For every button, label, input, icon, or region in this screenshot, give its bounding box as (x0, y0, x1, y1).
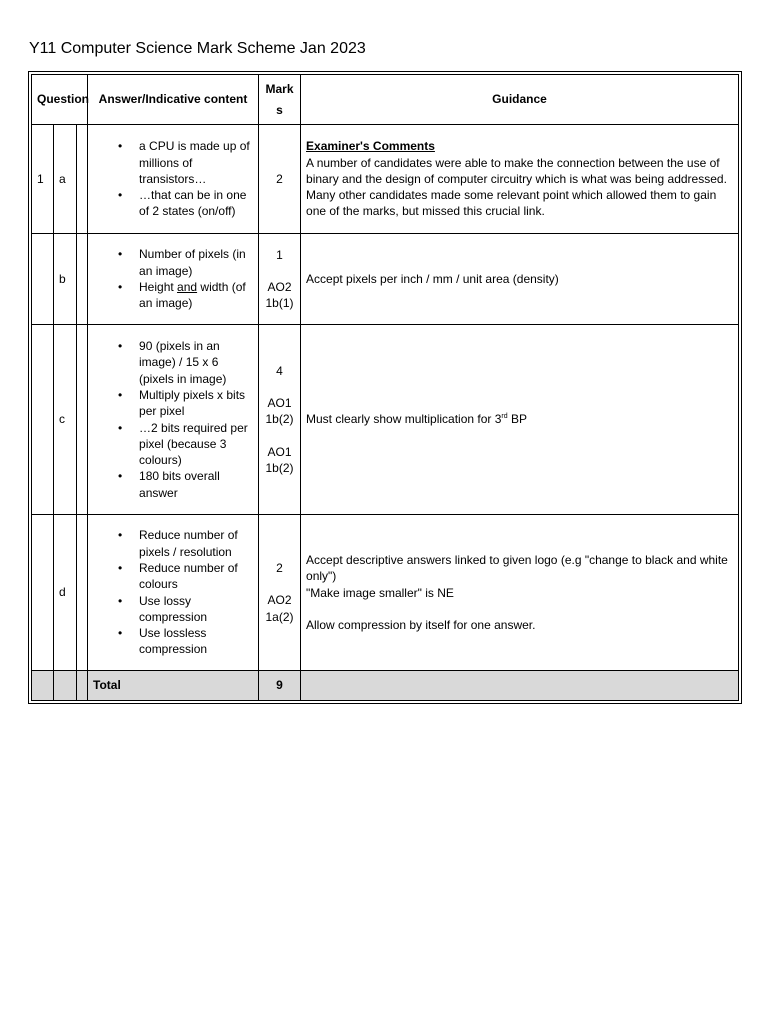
answer-cell-a (88, 125, 259, 234)
table-row-1a (32, 125, 739, 234)
guidance-cell-b (301, 234, 739, 325)
list-item: • Number of pixels (in an image) (139, 246, 253, 279)
mark-scheme-table (31, 74, 739, 701)
guidance-superscript: rd (501, 413, 508, 421)
total-blank-cell (54, 671, 77, 701)
blank-cell (77, 515, 88, 671)
answer-list (93, 138, 253, 219)
answer-text-underlined: and (177, 280, 198, 294)
marks-cell-d (259, 515, 301, 671)
guidance-text: Accept descriptive answers linked to given logo (e.g "change to black and white only") (306, 552, 728, 584)
total-blank-cell (77, 671, 88, 701)
header-marks-line-1: Mark (265, 82, 294, 97)
list-item: • …that can be in one of 2 states (on/off) (139, 187, 253, 220)
guidance-text: Accept pixels per inch / mm / unit area (density) (306, 271, 559, 286)
guidance-text-post: BP (507, 412, 527, 427)
list-item: • Reduce number of colours (139, 560, 253, 593)
list-item: • 90 (pixels in an image) / 15 x 6 (pixels in image) (139, 338, 253, 387)
table-row-1c (32, 325, 739, 515)
marks-value: 2 (276, 171, 283, 186)
question-number-empty (32, 325, 54, 515)
mark-scheme-container (28, 71, 742, 704)
list-item: • Reduce number of pixels / resolution (139, 527, 253, 560)
assessment-objective: AO1 (267, 444, 292, 459)
question-number: 1 (32, 125, 54, 234)
assessment-objective-ref: 1b(1) (265, 296, 294, 311)
examiner-comments-text: A number of candidates were able to make the connection between the use of binary and the design of computer circuitry which is what was being addressed. Many other candidates made some relevant point which allowed them to gain one of the marks, but missed this crucial link. (306, 155, 727, 219)
question-part-b: b (54, 234, 77, 325)
guidance-cell-d (301, 515, 739, 671)
table-row-1b (32, 234, 739, 325)
guidance-cell-c (301, 325, 739, 515)
question-part-a: a (54, 125, 77, 234)
blank-cell (77, 325, 88, 515)
question-part-c: c (54, 325, 77, 515)
total-blank-cell (301, 671, 739, 701)
header-marks (259, 75, 301, 125)
assessment-objective: AO2 (267, 593, 292, 608)
assessment-objective-ref: 1b(2) (265, 412, 294, 427)
answer-cell-b (88, 234, 259, 325)
table-row-1d (32, 515, 739, 671)
guidance-cell-a (301, 125, 739, 234)
assessment-objective: AO1 (267, 396, 292, 411)
guidance-text-pre: Must clearly show multiplication for 3 (306, 412, 502, 427)
header-marks-line-2: s (276, 102, 283, 117)
list-item: • …2 bits required per pixel (because 3 colours) (139, 420, 253, 469)
answer-list (93, 246, 253, 311)
question-number-empty (32, 234, 54, 325)
list-item: • Use lossy compression (139, 593, 253, 626)
header-answer: Answer/Indicative content (88, 75, 259, 125)
answer-cell-d (88, 515, 259, 671)
guidance-text: Allow compression by itself for one answer. (306, 617, 536, 632)
header-question: Question (32, 75, 88, 125)
header-row (32, 75, 739, 125)
total-row (32, 671, 739, 701)
marks-value: 2 (276, 561, 283, 576)
list-item (139, 279, 253, 312)
assessment-objective-ref: 1b(2) (265, 460, 294, 475)
marks-value: 4 (276, 363, 283, 378)
total-label: Total (88, 671, 259, 701)
marks-cell-a (259, 125, 301, 234)
blank-cell (77, 125, 88, 234)
page-title: Y11 Computer Science Mark Scheme Jan 2023 (29, 40, 366, 57)
question-part-d: d (54, 515, 77, 671)
examiner-comments-heading: Examiner's Comments (306, 139, 435, 154)
answer-text-post: width (of an image) (139, 280, 246, 311)
marks-cell-c (259, 325, 301, 515)
total-blank-cell (32, 671, 54, 701)
assessment-objective-ref: 1a(2) (265, 609, 294, 624)
header-guidance: Guidance (301, 75, 739, 125)
marks-value: 1 (276, 247, 283, 262)
list-item: • Use lossless compression (139, 625, 253, 658)
assessment-objective: AO2 (267, 279, 292, 294)
guidance-text: "Make image smaller" is NE (306, 585, 454, 600)
blank-cell (77, 234, 88, 325)
list-item: • 180 bits overall answer (139, 468, 253, 501)
answer-list (93, 527, 253, 657)
answer-cell-c (88, 325, 259, 515)
marks-cell-b (259, 234, 301, 325)
question-number-empty (32, 515, 54, 671)
list-item: • Multiply pixels x bits per pixel (139, 387, 253, 420)
answer-text-pre: Height (139, 280, 178, 294)
list-item: • a CPU is made up of millions of transistors… (139, 138, 253, 187)
total-marks: 9 (259, 671, 301, 701)
answer-list (93, 338, 253, 501)
